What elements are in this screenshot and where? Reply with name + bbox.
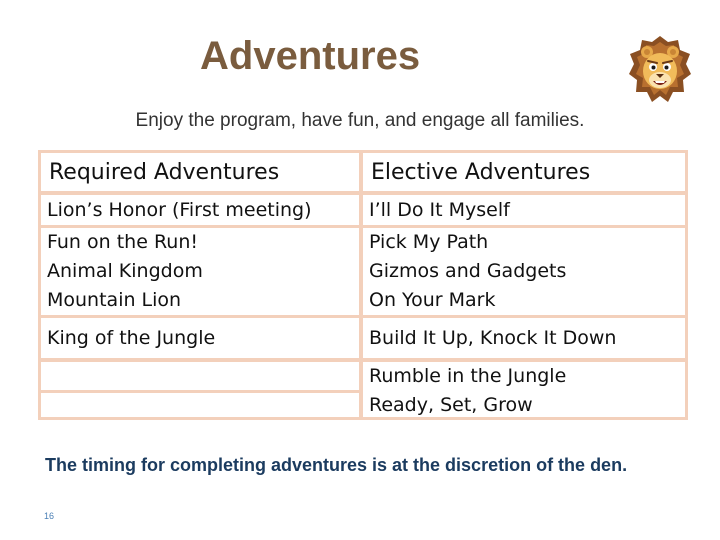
list-item: Ready, Set, Grow	[369, 394, 533, 416]
table-cell-elective	[363, 228, 685, 315]
list-item: Gizmos and Gadgets	[369, 260, 567, 282]
adventures-table	[38, 150, 688, 420]
page-number: 16	[44, 511, 55, 521]
list-item: Lion’s Honor (First meeting)	[47, 199, 312, 221]
footnote: The timing for completing adventures is at the discretion of the den.	[45, 455, 628, 475]
list-item: Build It Up, Knock It Down	[369, 326, 617, 349]
list-item: Fun on the Run!	[47, 231, 198, 253]
list-item: On Your Mark	[369, 289, 496, 311]
table-cell-elective	[363, 362, 685, 417]
page-title: Adventures	[200, 34, 421, 78]
table-cell-elective	[363, 318, 685, 358]
list-item: I’ll Do It Myself	[369, 199, 510, 221]
lion-mascot-icon	[628, 34, 692, 106]
table-cell-required	[41, 228, 359, 315]
list-item: King of the Jungle	[47, 326, 216, 349]
list-item: Pick My Path	[369, 231, 489, 253]
header-elective: Elective Adventures	[363, 153, 685, 191]
list-item: Animal Kingdom	[47, 260, 203, 282]
list-item: Mountain Lion	[47, 289, 182, 311]
table-cell-required	[41, 393, 359, 417]
table-cell-required	[41, 318, 359, 358]
header-required: Required Adventures	[41, 153, 359, 191]
table-cell-elective	[363, 195, 685, 225]
table-cell-required	[41, 195, 359, 225]
table-cell-required	[41, 362, 359, 390]
list-item: Rumble in the Jungle	[369, 365, 567, 387]
page-subtitle: Enjoy the program, have fun, and engage all families.	[135, 110, 585, 131]
